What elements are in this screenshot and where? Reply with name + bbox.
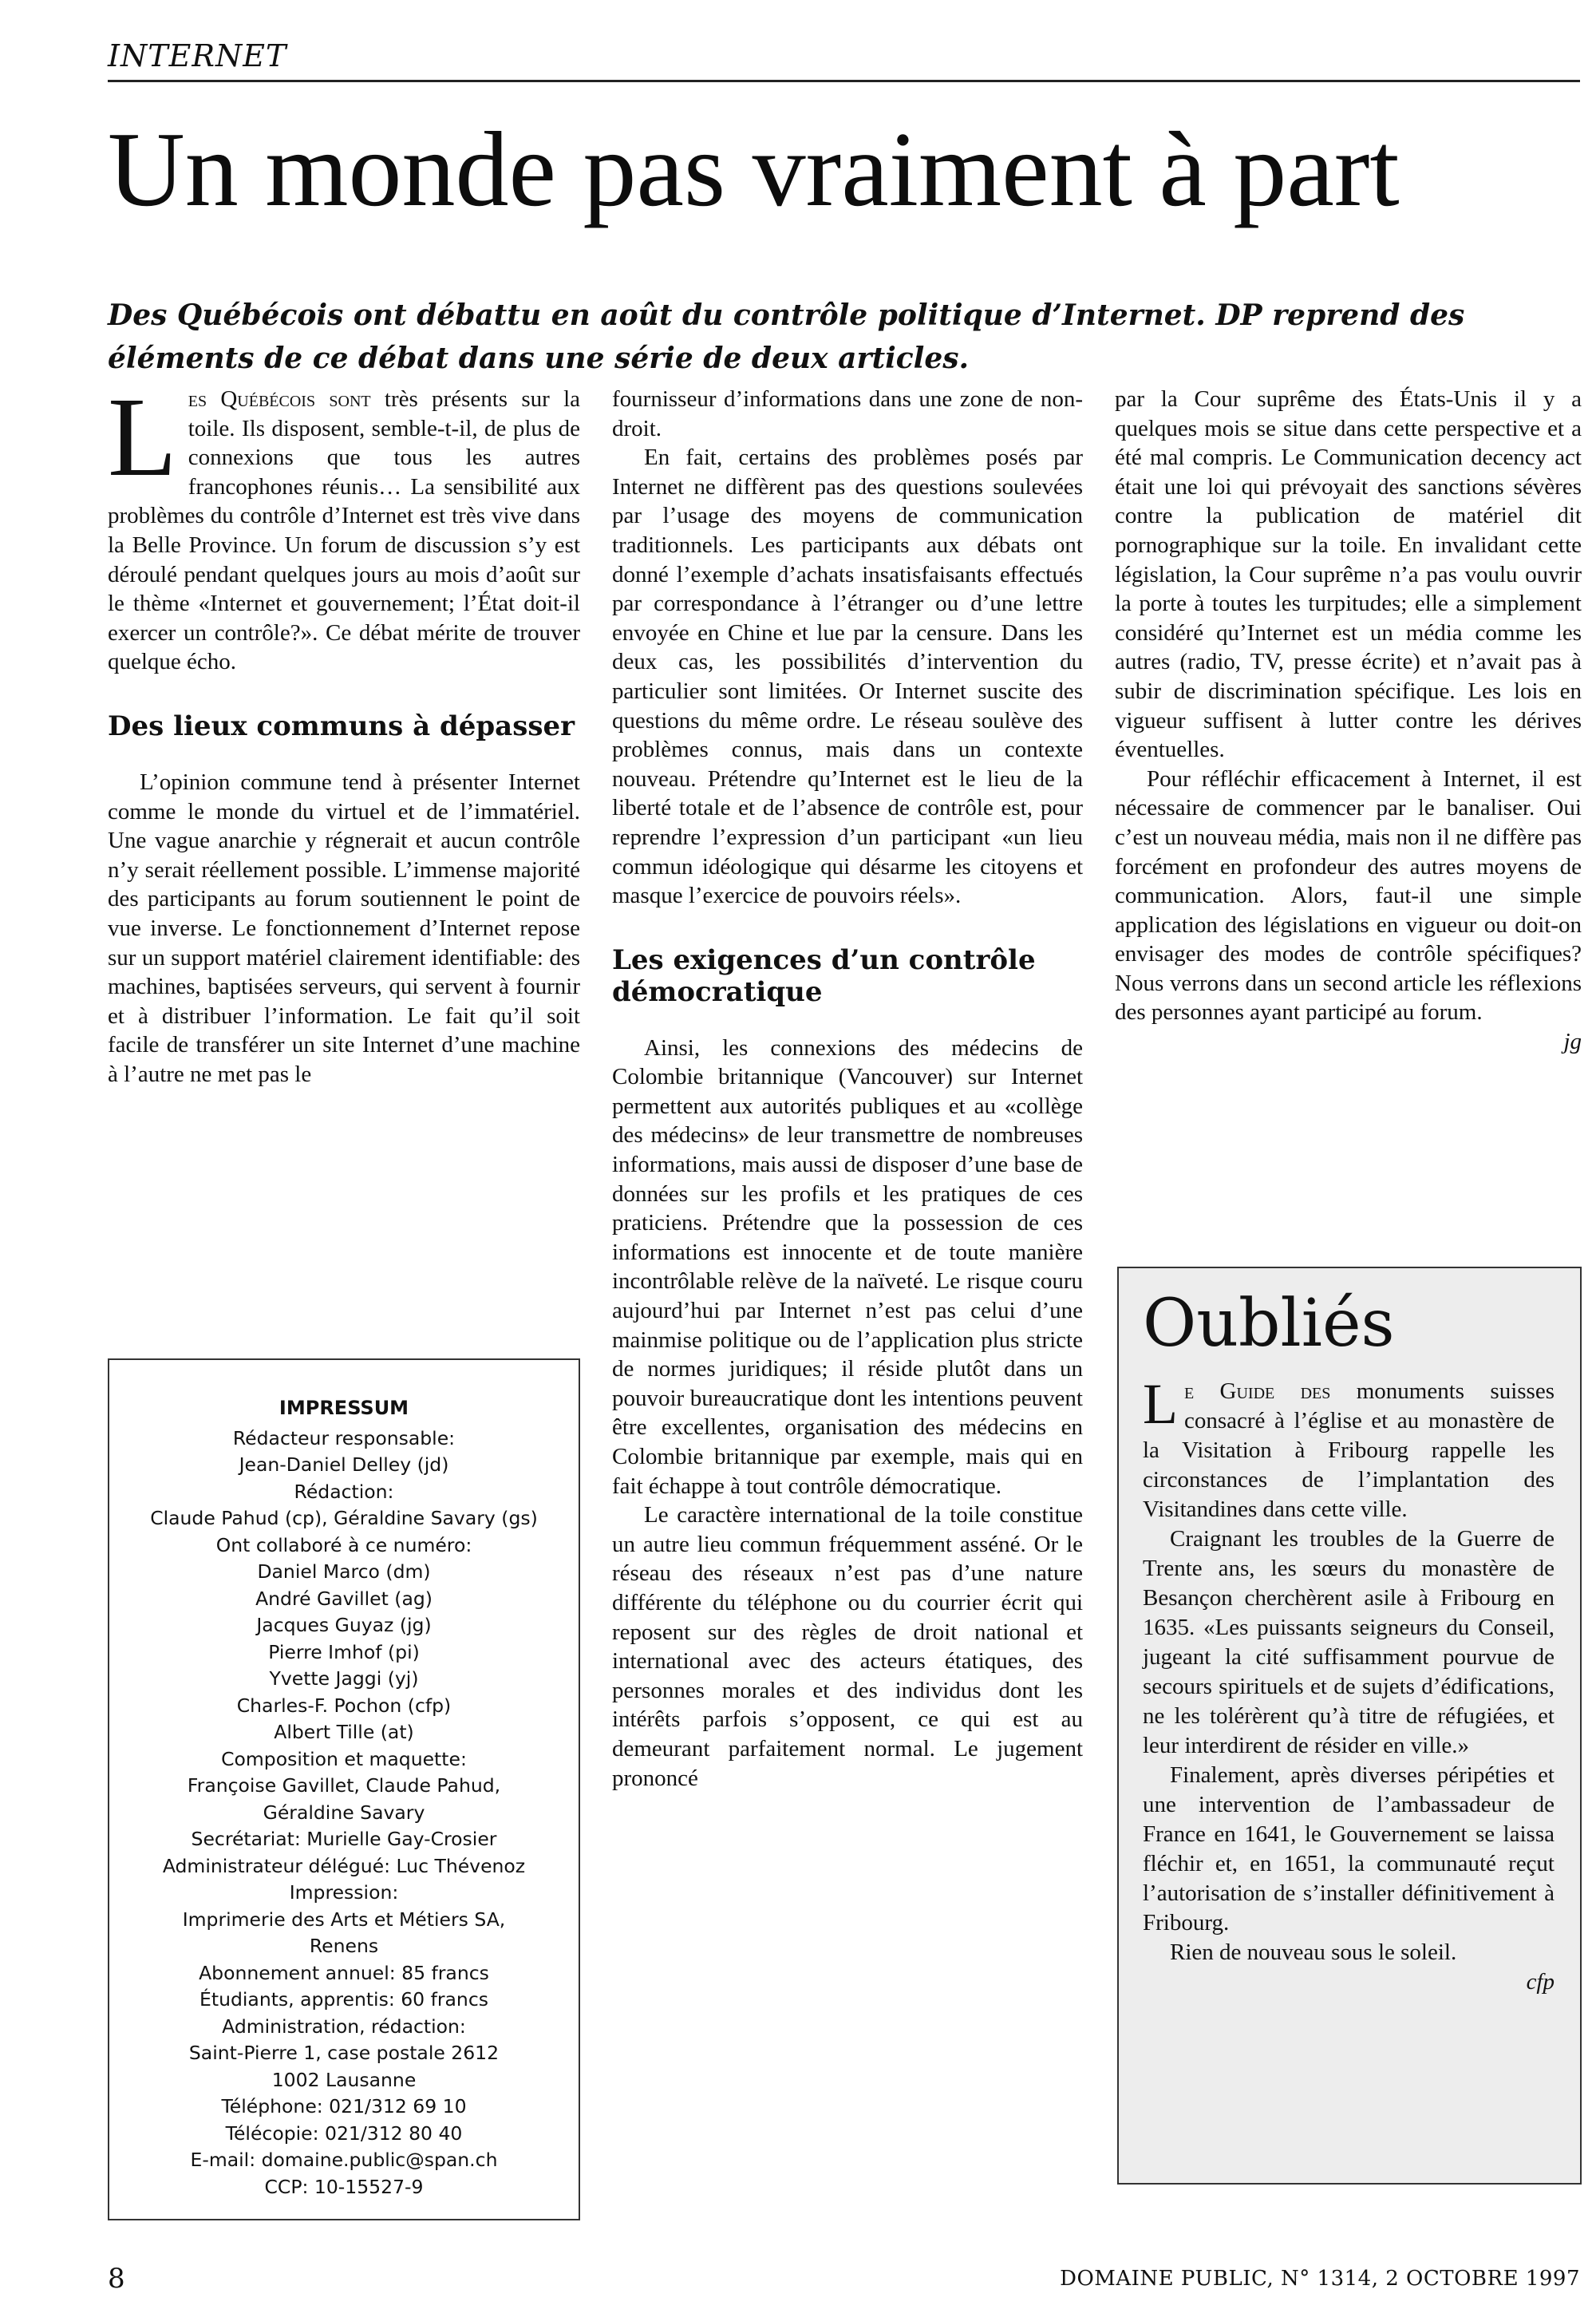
sidebar-paragraph-3: Finalement, après diverses péripéties et une intervention de l’ambassadeur de France en 1641, le Gouvernement se laissa fléchir et, en 1651, la communauté reçut l’autorisation de s’installer définitivement à Fribourg.	[1143, 1762, 1555, 1935]
page-number: 8	[108, 2263, 125, 2295]
body-paragraph-2: En fait, certains des problèmes posés par Internet ne diffèrent pas des questions soulevées par l’usage des moyens de communication traditionnels. Les participants aux débats ont donné l’exemple d’achats insatisfaisants effectués par correspondance à l’étranger ou d’une lettre envoyée en Chine et lue par la censure. Dans les deux cas, les possibilités d’intervention du particulier sont limitées. Or Internet suscite des questions du même ordre. Le réseau soulève des problèmes connus, mais dans un contexte nouveau. Prétendre qu’Internet est le lieu de la liberté totale et de l’absence de contrôle est, pour reprendre l’expression d’un participant «un lieu commun idéologique qui désarme les citoyens et masque l’exercice de pouvoirs réels».	[612, 445, 1083, 909]
impressum-line: Albert Tille (at)	[274, 1721, 414, 1743]
sidebar-paragraph-4: Rien de nouveau sous le soleil.	[1170, 1939, 1457, 1965]
impressum-line: Administration, rédaction:	[222, 2015, 466, 2038]
drop-cap: L	[108, 374, 177, 500]
article-title: Un monde pas vraiment à part	[108, 110, 1400, 228]
impressum-line: Rédaction:	[294, 1480, 394, 1503]
intro-smallcaps: es Québécois sont	[188, 386, 371, 412]
article-lead: Des Québécois ont débattu en août du contrôle politique d’Internet. DP reprend des éléments de ce débat dans une série de deux articles.	[108, 299, 1465, 375]
sidebar-intro-text: monuments suisses consacré à l’église et au monastère de la Visitation à Fribourg rappelle les circonstances de l’implantation des Visitandines dans cette ville.	[1143, 1378, 1555, 1522]
impressum-line: André Gavillet (ag)	[255, 1587, 433, 1610]
body-paragraph-4: Le caractère international de la toile constitue un autre lieu commun fréquemment asséné. Or le réseau des réseaux n’est pas d’une nature différente du téléphone ou du courrier écrit qui reposent sur des règles de droit national et international avec des acteurs étatiques, des personnes morales et des individus dont les intérêts parfois s’opposent, ce qui est au demeurant parfaitement normal. Le jugement prononcé	[612, 1502, 1083, 1791]
sidebar-smallcaps: e Guide des	[1183, 1378, 1331, 1404]
impressum-line: Abonnement annuel: 85 francs	[199, 1961, 489, 1984]
body-paragraph-1-continued: fournisseur d’informations dans une zone de non-droit.	[612, 386, 1083, 441]
intro-paragraph	[108, 374, 580, 677]
impressum-line: Administrateur délégué: Luc Thévenoz	[162, 1854, 526, 1877]
impressum-line: Impression:	[289, 1881, 399, 1904]
article-signature: jg	[1563, 1029, 1582, 1055]
subheading-lieux-communs: Des lieux communs à dépasser	[108, 710, 575, 742]
body-paragraph-1: L’opinion commune tend à présenter Internet comme le monde du virtuel et de l’immatériel. Une vague anarchie y régnerait et aucun contrôle n’y serait réellement possible. L’immense majorité des participants au forum soutiennent le point de vue inverse. Le fonctionnement d’Internet repose sur un support matériel clairement identifiable: des machines, baptisées serveurs, qui servent à fournir et à distribuer l’information. Le fait qu’il soit facile de transférer un site Internet d’une machine à l’autre ne met pas le	[108, 769, 580, 1087]
impressum-line: Yvette Jaggi (yj)	[269, 1667, 419, 1690]
publication-info: DOMAINE PUBLIC, N° 1314, 2 OCTOBRE 1997	[1060, 2267, 1580, 2291]
sidebar-title: Oubliés	[1143, 1286, 1395, 1362]
sidebar-paragraph-1	[1143, 1372, 1555, 1524]
body-paragraph-3: Ainsi, les connexions des médecins de Colombie britannique (Vancouver) sur Internet permettent aux autorités publiques et au «collège des médecins» de leur transmettre de nombreuses informations, mais aussi de disposer d’une base de données sur les profils et les pratiques de ces praticiens. Prétendre que la possession de ces informations est innocente et de toute manière incontrôlable relève de la naïveté. Le risque couru aujourd’hui par Internet n’est pas celui d’une mainmise politique ou de l’application plus stricte de normes juridiques; il réside plutôt dans un pouvoir bureaucratique dont les intentions peuvent être excellentes, organisation des médecins en Colombie britannique par exemple, mais qui en fait échappe à tout contrôle démocratique.	[612, 1034, 1083, 1499]
subheading-exigences: Les exigences d’un contrôle démocratique	[612, 943, 1036, 1008]
body-paragraph-5: Pour réfléchir efficacement à Internet, il est nécessaire de commencer par le banaliser. Oui c’est un nouveau média, mais non il ne diffère pas forcément en profondeur des autres moyens de communication. Alors, faut-il une simple application des législations en vigueur ou doit-on envisager des modes de contrôle spécifiques? Nous verrons dans un second article les réflexions des personnes ayant participé au forum.	[1115, 765, 1582, 1026]
impressum-title: IMPRESSUM	[279, 1397, 409, 1419]
impressum-line: 1002 Lausanne	[271, 2068, 417, 2091]
body-paragraph-4-continued: par la Cour suprême des États-Unis il y a quelques mois se situe dans cette perspective et a été mal compris. Le Communication decency act était une loi qui prévoyait des sanctions sévères contre la publication de matériel dit pornographique sur la toile. En invalidant cette législation, la Cour suprême n’a pas voulu ouvrir la porte à toutes les turpitudes; elle a simplement considéré qu’Internet est un média comme les autres (radio, TV, presse écrite) et n’avait pas à subir de discrimination spécifique. Les lois en vigueur suffisent à lutter contre les dérives éventuelles.	[1115, 386, 1582, 763]
impressum-line: Charles-F. Pochon (cfp)	[236, 1694, 452, 1717]
impressum-line: Jean-Daniel Delley (jd)	[239, 1453, 449, 1476]
header-rule	[108, 80, 1580, 82]
sidebar-drop-cap: L	[1143, 1372, 1178, 1436]
impressum-line: Géraldine Savary	[263, 1801, 425, 1824]
impressum-line: Saint-Pierre 1, case postale 2612	[188, 2042, 500, 2064]
impressum-line: Claude Pahud (cp), Géraldine Savary (gs)	[150, 1507, 538, 1529]
impressum-line: CCP: 10-15527-9	[264, 2175, 424, 2198]
impressum-line: Pierre Imhof (pi)	[268, 1640, 420, 1663]
intro-text: très présents sur la toile. Ils disposent, semble-t-il, de plus de connexions que tous les autres francophones réunis… La sensibilité aux problèmes du contrôle d’Internet est très vive dans la Belle Province. Un forum de discussion s’y est déroulé pendant quelques jours au mois d’août sur le thème «Internet et gouvernement; l’État doit-il exercer un contrôle?». Ce débat mérite de trouver quelque écho.	[108, 386, 580, 675]
impressum-line: Composition et maquette:	[221, 1747, 467, 1770]
impressum-box	[108, 1358, 580, 2220]
article-column-1	[108, 374, 580, 1089]
article-column-2	[612, 385, 1083, 1793]
sidebar-signature: cfp	[1526, 1969, 1555, 1995]
impressum-lines	[109, 1425, 579, 2201]
impressum-line: Ont collaboré à ce numéro:	[215, 1533, 472, 1556]
sidebar-paragraph-2: Craignant les troubles de la Guerre de Trente ans, les sœurs du monastère de Besançon cherchèrent asile à Fribourg en 1635. «Les puissants seigneurs du Conseil, jugeant la cité suffisamment pourvue de secours spirituels et de sujets d’édifications, ne les tolérèrent qu’à titre de réfugiées, et leur interdirent de résider en ville.»	[1143, 1526, 1555, 1758]
impressum-line: E-mail: domaine.public@span.ch	[190, 2149, 498, 2171]
sidebar-oublies	[1117, 1267, 1582, 2185]
impressum-line: Téléphone: 021/312 69 10	[221, 2095, 467, 2117]
impressum-line: Françoise Gavillet, Claude Pahud,	[187, 1774, 501, 1797]
impressum-line: Secrétariat: Murielle Gay-Crosier	[191, 1828, 497, 1850]
article-column-3	[1115, 385, 1582, 1057]
impressum-line: Jacques Guyaz (jg)	[256, 1614, 432, 1636]
impressum-line: Renens	[309, 1935, 379, 1957]
impressum-line: Daniel Marco (dm)	[257, 1560, 431, 1583]
impressum-line: Télécopie: 021/312 80 40	[225, 2121, 463, 2145]
impressum-line: Imprimerie des Arts et Métiers SA,	[182, 1908, 506, 1931]
impressum-line: Étudiants, apprentis: 60 francs	[200, 1988, 488, 2011]
impressum-line: Rédacteur responsable:	[232, 1426, 456, 1449]
section-label: INTERNET	[108, 38, 287, 73]
